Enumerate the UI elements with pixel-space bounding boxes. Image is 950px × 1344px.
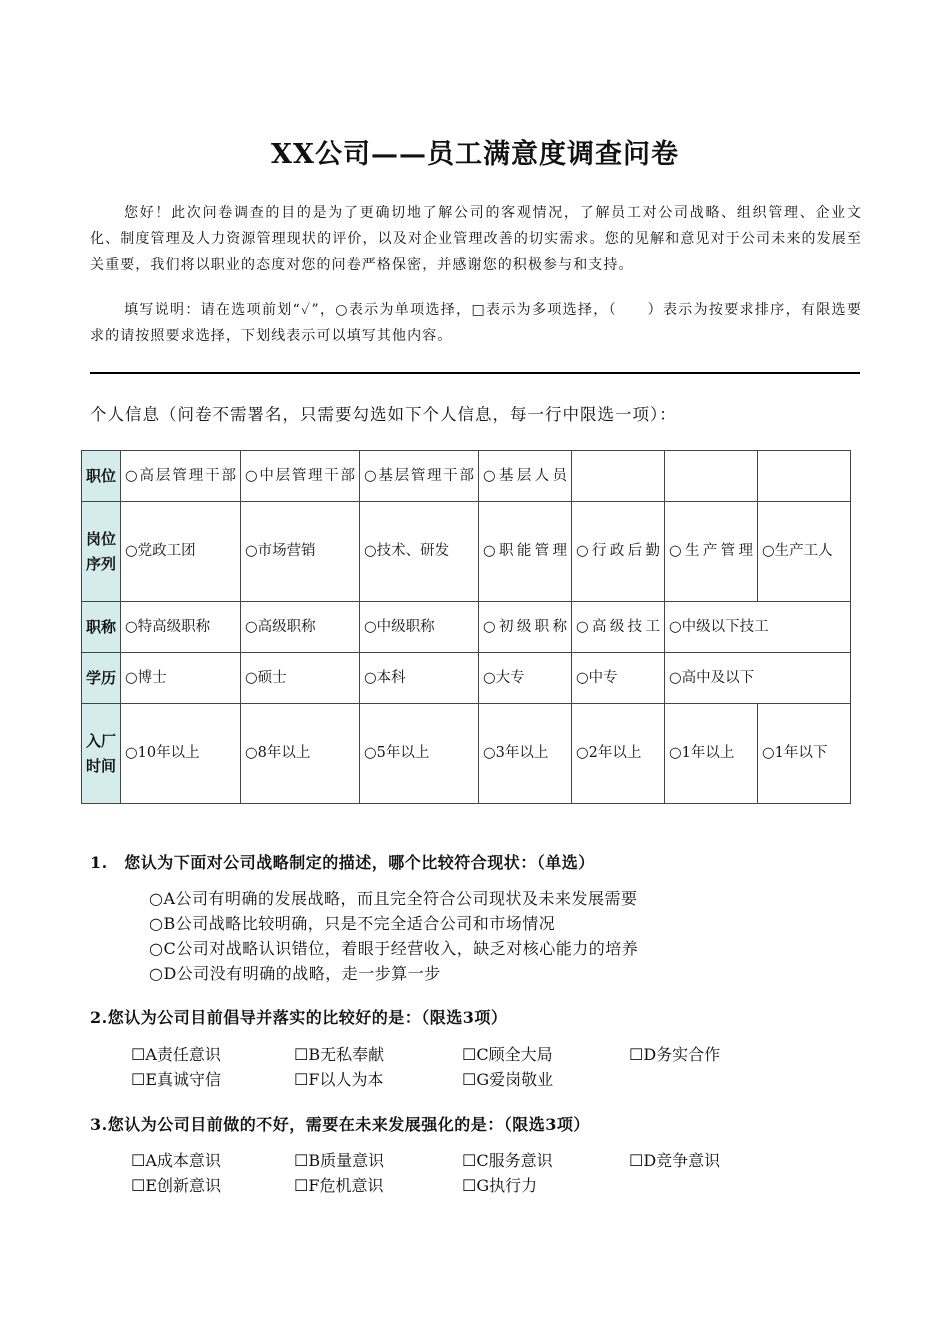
q1-option-a[interactable]: ○A公司有明确的发展战略，而且完全符合公司现状及未来发展需要 bbox=[149, 889, 638, 908]
option-cell[interactable]: ○博士 bbox=[121, 653, 241, 704]
q1-option-d[interactable]: ○D公司没有明确的战略，走一步算一步 bbox=[149, 964, 441, 983]
q2-option-f[interactable]: ☐F以人为本 bbox=[294, 1070, 384, 1089]
option-cell[interactable]: ○高层管理干部 bbox=[121, 451, 241, 502]
option-cell[interactable]: ○初级职称 bbox=[479, 602, 572, 653]
q2-option-c[interactable]: ☐C顾全大局 bbox=[462, 1045, 553, 1064]
question-1-options bbox=[149, 886, 638, 986]
option-cell[interactable]: ○1年以下 bbox=[758, 704, 851, 804]
option-cell[interactable]: ○2年以上 bbox=[572, 704, 665, 804]
option-cell[interactable]: ○基层人员 bbox=[479, 451, 572, 502]
q3-option-a[interactable]: ☐A成本意识 bbox=[131, 1151, 221, 1170]
option-cell[interactable]: ○1年以上 bbox=[665, 704, 758, 804]
q3-option-b[interactable]: ☐B质量意识 bbox=[294, 1151, 385, 1170]
question-3-options bbox=[131, 1148, 720, 1198]
q3-option-e[interactable]: ☐E创新意识 bbox=[131, 1176, 222, 1195]
row-header-education: 学历 bbox=[82, 653, 121, 704]
option-cell[interactable]: ○中级以下技工 bbox=[665, 602, 851, 653]
q1-option-b[interactable]: ○B公司战略比较明确，只是不完全适合公司和市场情况 bbox=[149, 914, 556, 933]
option-cell[interactable]: ○本科 bbox=[360, 653, 479, 704]
option-cell[interactable]: ○党政工团 bbox=[121, 502, 241, 602]
q3-option-c[interactable]: ☐C服务意识 bbox=[462, 1151, 553, 1170]
option-cell[interactable]: ○中层管理干部 bbox=[241, 451, 360, 502]
personal-info-table bbox=[81, 450, 851, 804]
q2-option-b[interactable]: ☐B无私奉献 bbox=[294, 1045, 385, 1064]
option-cell[interactable]: ○10年以上 bbox=[121, 704, 241, 804]
instructions-paragraph: 填写说明：请在选项前划“✓”，○表示为单项选择，□表示为多项选择，（ ）表示为按要求排序，有限选要求的请按照要求选择，下划线表示可以填写其他内容。 bbox=[90, 302, 862, 344]
question-1-title: 1. 您认为下面对公司战略制定的描述，哪个比较符合现状：（单选） bbox=[90, 853, 595, 872]
option-cell[interactable]: ○5年以上 bbox=[360, 704, 479, 804]
option-cell[interactable]: ○行政后勤 bbox=[572, 502, 665, 602]
q2-option-g[interactable]: ☐G爱岗敬业 bbox=[462, 1070, 554, 1089]
page-title: XX公司——员工满意度调查问卷 bbox=[271, 139, 679, 170]
table-row bbox=[82, 602, 851, 653]
option-cell[interactable]: ○中专 bbox=[572, 653, 665, 704]
option-cell[interactable]: ○技术、研发 bbox=[360, 502, 479, 602]
q3-option-f[interactable]: ☐F危机意识 bbox=[294, 1176, 384, 1195]
q2-option-a[interactable]: ☐A责任意识 bbox=[131, 1045, 221, 1064]
row-header-position: 职位 bbox=[82, 451, 121, 502]
table-row bbox=[82, 704, 851, 804]
q3-option-d[interactable]: ☐D竞争意识 bbox=[629, 1151, 721, 1170]
option-cell[interactable]: ○高级技工 bbox=[572, 602, 665, 653]
q2-option-d[interactable]: ☐D务实合作 bbox=[629, 1045, 721, 1064]
option-cell[interactable]: ○职能管理 bbox=[479, 502, 572, 602]
divider bbox=[90, 372, 860, 374]
option-cell[interactable]: ○高级职称 bbox=[241, 602, 360, 653]
question-2-options bbox=[131, 1042, 720, 1092]
table-row bbox=[82, 653, 851, 704]
option-cell[interactable]: ○特高级职称 bbox=[121, 602, 241, 653]
option-cell[interactable]: ○市场营销 bbox=[241, 502, 360, 602]
question-3-title: 3.您认为公司目前做的不好，需要在未来发展强化的是：（限选3项） bbox=[90, 1115, 590, 1134]
option-cell[interactable]: ○8年以上 bbox=[241, 704, 360, 804]
option-cell[interactable]: ○高中及以下 bbox=[665, 653, 851, 704]
option-cell[interactable]: ○3年以上 bbox=[479, 704, 572, 804]
option-cell[interactable]: ○中级职称 bbox=[360, 602, 479, 653]
q1-option-c[interactable]: ○C公司对战略认识错位，着眼于经营收入，缺乏对核心能力的培养 bbox=[149, 939, 639, 958]
q2-option-e[interactable]: ☐E真诚守信 bbox=[131, 1070, 222, 1089]
empty-cell bbox=[572, 451, 665, 502]
q3-option-g[interactable]: ☐G执行力 bbox=[462, 1176, 538, 1195]
question-2-title: 2.您认为公司目前倡导并落实的比较好的是：（限选3项） bbox=[90, 1008, 508, 1027]
table-row bbox=[82, 502, 851, 602]
option-cell[interactable]: ○基层管理干部 bbox=[360, 451, 479, 502]
option-cell[interactable]: ○生产管理 bbox=[665, 502, 758, 602]
row-header-job-sequence: 岗位序列 bbox=[82, 502, 121, 602]
option-cell[interactable]: ○硕士 bbox=[241, 653, 360, 704]
row-header-title: 职称 bbox=[82, 602, 121, 653]
table-row bbox=[82, 451, 851, 502]
empty-cell bbox=[758, 451, 851, 502]
option-cell[interactable]: ○生产工人 bbox=[758, 502, 851, 602]
empty-cell bbox=[665, 451, 758, 502]
option-cell[interactable]: ○大专 bbox=[479, 653, 572, 704]
personal-info-heading: 个人信息（问卷不需署名，只需要勾选如下个人信息，每一行中限选一项）： bbox=[90, 405, 677, 424]
intro-paragraph: 您好！此次问卷调查的目的是为了更确切地了解公司的客观情况，了解员工对公司战略、组织管理、企业文化、制度管理及人力资源管理现状的评价，以及对企业管理改善的切实需求。您的见解和意见对于公司未来的发展至关重要，我们将以职业的态度对您的问卷严格保密，并感谢您的积极参与和支持。 bbox=[90, 205, 862, 273]
row-header-entry-time: 入厂时间 bbox=[82, 704, 121, 804]
